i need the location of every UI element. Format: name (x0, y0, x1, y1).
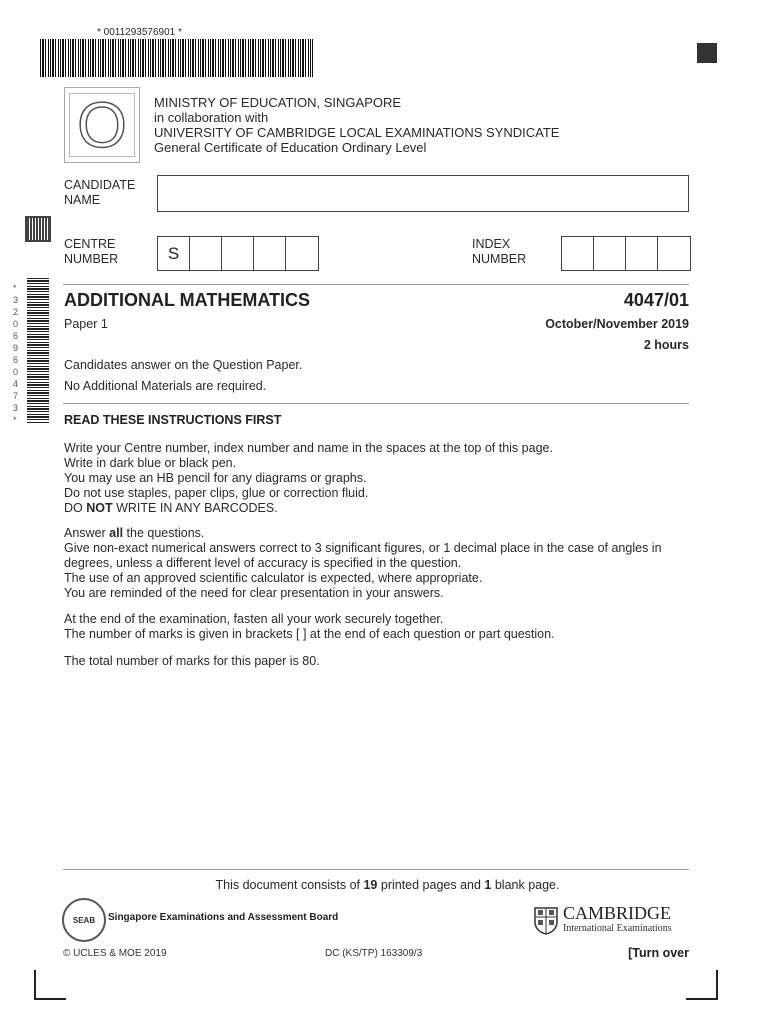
instruction-line: degrees, unless a different level of accuracy is specified in the question. (64, 556, 462, 570)
candidate-name-label (64, 178, 135, 208)
instruction-line: Write your Centre number, index number and name in the spaces at the top of this page. (64, 441, 553, 455)
pages-count: 19 (363, 878, 378, 892)
candidate-label-line1: CANDIDATE (64, 178, 136, 192)
syllabus-code: 4047/01 (623, 290, 689, 310)
side-barcode-number: * 3 2 0 6 9 6 0 4 7 3 * (13, 283, 19, 425)
instruction-line: The number of marks is given in brackets [ ] at the end of each question or part question. (64, 627, 555, 641)
seab-name: Singapore Examinations and Assessment Board (108, 912, 339, 923)
instruction-line: Write in dark blue or black pen. (64, 456, 237, 470)
org-line-ministry: MINISTRY OF EDUCATION, SINGAPORE (154, 95, 402, 110)
crop-mark-left (34, 998, 66, 1000)
centre-digit-cell[interactable] (222, 237, 254, 270)
total-marks: The total number of marks for this paper is 80. (64, 654, 320, 668)
centre-digit-cell[interactable] (190, 237, 222, 270)
index-digit-cell[interactable] (626, 237, 658, 270)
do-not-prefix: DO (64, 501, 87, 515)
org-header (154, 95, 559, 155)
copyright: © UCLES & MOE 2019 (63, 948, 167, 959)
crop-mark-right (716, 970, 718, 1000)
instruction-line: You are reminded of the need for clear presentation in your answers. (64, 586, 444, 600)
instruction-line: Do not use staples, paper clips, glue or correction fluid. (64, 486, 369, 500)
index-number-field[interactable] (561, 236, 691, 271)
answer-prefix: Answer (64, 526, 110, 540)
materials-line-2: No Additional Materials are required. (64, 379, 267, 393)
cambridge-name: CAMBRIDGE (563, 903, 672, 923)
index-label-line2: NUMBER (472, 252, 527, 266)
seab-logo-icon (62, 898, 106, 942)
centre-digit-cell[interactable] (286, 237, 318, 270)
centre-prefix-cell: S (158, 237, 190, 270)
seab-logo-text: SEAB (72, 915, 96, 925)
registration-mark (697, 43, 717, 63)
top-barcode (40, 39, 313, 77)
pages-middle: printed pages and (377, 878, 485, 892)
instruction-line-answer (64, 526, 694, 541)
index-label-line1: INDEX (472, 237, 511, 251)
index-digit-cell[interactable] (658, 237, 690, 270)
exam-duration: 2 hours (643, 338, 689, 352)
subject-title: ADDITIONAL MATHEMATICS (64, 290, 310, 310)
exam-session: October/November 2019 (545, 317, 689, 331)
divider (63, 869, 689, 870)
instructions-block-1 (64, 441, 694, 516)
instruction-line: Give non-exact numerical answers correct to 3 significant figures, or 1 decimal place in the case of angles in (64, 541, 662, 555)
divider (63, 403, 689, 404)
org-line-cambridge: UNIVERSITY OF CAMBRIDGE LOCAL EXAMINATIONS SYNDICATE (154, 125, 560, 140)
cambridge-subtitle: International Examinations (563, 923, 672, 934)
do-not-suffix: WRITE IN ANY BARCODES. (112, 501, 278, 515)
side-barcode (27, 278, 49, 423)
moe-logo (64, 87, 140, 163)
turn-over: [Turn over (628, 946, 689, 960)
pages-prefix: This document consists of (215, 878, 364, 892)
document-code: DC (KS/TP) 163309/3 (325, 948, 423, 959)
crop-mark-right (686, 998, 718, 1000)
paper-number: Paper 1 (64, 317, 108, 331)
index-digit-cell[interactable] (562, 237, 594, 270)
page-count-line (0, 878, 768, 893)
centre-label-line2: NUMBER (64, 252, 119, 266)
blank-count: 1 (484, 878, 492, 892)
instruction-line: At the end of the examination, fasten all your work securely together. (64, 612, 444, 626)
logo-letter: O (77, 89, 127, 161)
qr-code-icon (27, 218, 49, 240)
answer-suffix: the questions. (123, 526, 205, 540)
instructions-block-3 (64, 612, 694, 642)
instructions-heading: READ THESE INSTRUCTIONS FIRST (64, 413, 282, 427)
org-line-collab: in collaboration with (154, 110, 269, 125)
cambridge-crest-icon (534, 907, 558, 935)
centre-digit-cell[interactable] (254, 237, 286, 270)
index-digit-cell[interactable] (594, 237, 626, 270)
instruction-line-barcodes (64, 501, 694, 516)
materials-line-1: Candidates answer on the Question Paper. (64, 358, 303, 372)
pages-suffix: blank page. (491, 878, 560, 892)
barcode-number: * 0011293576901 * (97, 27, 182, 38)
index-number-label (472, 237, 526, 267)
answer-bold: all (109, 526, 124, 540)
crop-mark-left (34, 970, 36, 1000)
instructions-block-2 (64, 526, 694, 601)
candidate-name-field[interactable] (157, 175, 689, 212)
candidate-label-line2: NAME (64, 193, 101, 207)
centre-number-field[interactable] (157, 236, 319, 271)
instruction-line: The use of an approved scientific calculator is expected, where appropriate. (64, 571, 483, 585)
divider (63, 284, 689, 285)
org-line-level: General Certificate of Education Ordinary Level (154, 140, 427, 155)
centre-label-line1: CENTRE (64, 237, 116, 251)
instruction-line: You may use an HB pencil for any diagrams or graphs. (64, 471, 367, 485)
centre-number-label (64, 237, 118, 267)
do-not-bold: NOT (86, 501, 113, 515)
